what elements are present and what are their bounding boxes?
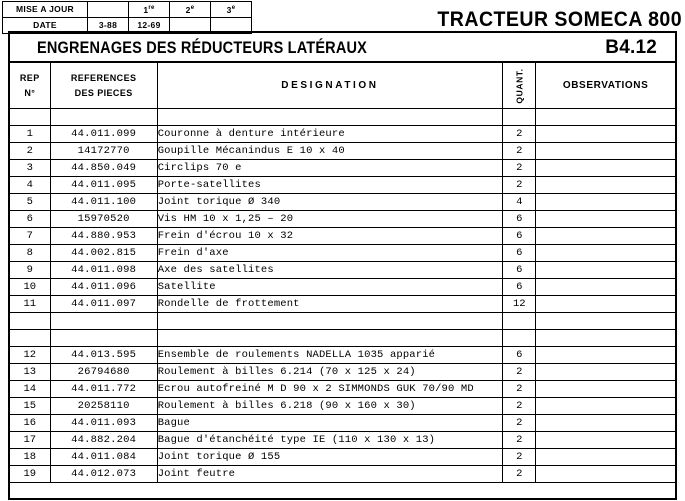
cell-rep: 3 (10, 160, 50, 177)
cell-rep: 7 (10, 228, 50, 245)
page-title: ENGRENAGES DES RÉDUCTEURS LATÉRAUX (37, 39, 368, 57)
cell-reference: 44.012.073 (50, 466, 157, 483)
cell-rep: 9 (10, 262, 50, 279)
cell-observations (536, 449, 675, 466)
cell-designation: Ecrou autofreiné M D 90 x 2 SIMMONDS GUK 70/90 MD (157, 381, 503, 398)
group-separator-row (10, 330, 675, 347)
empty-cell (503, 109, 536, 126)
cell-observations (536, 415, 675, 432)
cell-designation: Roulement à billes 6.214 (70 x 125 x 24) (157, 364, 503, 381)
revision-date-0: 3-88 (88, 18, 129, 34)
cell-rep: 14 (10, 381, 50, 398)
cell-quantity: 6 (503, 245, 536, 262)
column-header-rep (10, 63, 50, 109)
empty-cell (10, 109, 50, 126)
page-code-badge: B4.12 (605, 37, 657, 58)
empty-cell (536, 109, 675, 126)
cell-designation: Axe des satellites (157, 262, 503, 279)
table-row[interactable] (10, 364, 675, 381)
cell-observations (536, 398, 675, 415)
cell-designation: Satellite (157, 279, 503, 296)
cell-designation: Vis HM 10 x 1,25 – 20 (157, 211, 503, 228)
parts-table (10, 63, 675, 483)
cell-reference: 44.011.093 (50, 415, 157, 432)
empty-cell (50, 313, 157, 330)
cell-observations (536, 466, 675, 483)
cell-designation: Ensemble de roulements NADELLA 1035 apparié (157, 347, 503, 364)
cell-rep: 16 (10, 415, 50, 432)
cell-quantity: 2 (503, 466, 536, 483)
table-row[interactable] (10, 126, 675, 143)
cell-rep: 8 (10, 245, 50, 262)
empty-cell (503, 313, 536, 330)
cell-reference: 26794680 (50, 364, 157, 381)
cell-reference: 44.011.084 (50, 449, 157, 466)
cell-observations (536, 143, 675, 160)
cell-rep: 5 (10, 194, 50, 211)
cell-observations (536, 347, 675, 364)
table-header-row (10, 63, 675, 109)
table-row[interactable] (10, 228, 675, 245)
cell-rep: 17 (10, 432, 50, 449)
empty-cell (50, 109, 157, 126)
cell-designation: Bague (157, 415, 503, 432)
cell-observations (536, 381, 675, 398)
cell-rep: 12 (10, 347, 50, 364)
table-row[interactable] (10, 398, 675, 415)
cell-quantity: 2 (503, 160, 536, 177)
empty-cell (157, 313, 503, 330)
cell-reference: 44.011.772 (50, 381, 157, 398)
section-title-band (10, 33, 675, 63)
cell-observations (536, 279, 675, 296)
cell-reference: 44.013.595 (50, 347, 157, 364)
revision-table (2, 1, 252, 34)
empty-cell (50, 330, 157, 347)
cell-rep: 11 (10, 296, 50, 313)
cell-reference: 44.011.100 (50, 194, 157, 211)
table-row[interactable] (10, 449, 675, 466)
empty-cell (536, 330, 675, 347)
table-row[interactable] (10, 262, 675, 279)
column-header-rep-line1: REP (19, 72, 40, 83)
cell-observations (536, 194, 675, 211)
empty-cell (157, 109, 503, 126)
column-header-quantity-label: QUANT. (514, 67, 525, 104)
cell-quantity: 4 (503, 194, 536, 211)
cell-reference: 44.882.204 (50, 432, 157, 449)
cell-designation: Joint torique Ø 340 (157, 194, 503, 211)
cell-observations (536, 177, 675, 194)
cell-reference: 15970520 (50, 211, 157, 228)
cell-quantity: 2 (503, 398, 536, 415)
empty-cell (157, 330, 503, 347)
cell-quantity: 2 (503, 126, 536, 143)
empty-cell (503, 330, 536, 347)
column-header-designation: DESIGNATION (157, 63, 503, 109)
cell-observations (536, 160, 675, 177)
cell-designation: Goupille Mécanindus E 10 x 40 (157, 143, 503, 160)
table-row[interactable] (10, 160, 675, 177)
cell-reference: 44.011.095 (50, 177, 157, 194)
cell-quantity: 6 (503, 262, 536, 279)
quantity-header-wrap (503, 63, 535, 108)
column-header-rep-line2: N° (24, 87, 36, 98)
column-header-references-line1: REFERENCES (70, 72, 137, 83)
cell-rep: 15 (10, 398, 50, 415)
cell-reference: 20258110 (50, 398, 157, 415)
column-header-references (50, 63, 157, 109)
cell-rep: 10 (10, 279, 50, 296)
cell-reference: 44.002.815 (50, 245, 157, 262)
revision-date-1: 12-69 (129, 18, 170, 34)
catalog-page-frame (8, 31, 677, 500)
cell-reference: 44.011.096 (50, 279, 157, 296)
revision-label-date: DATE (3, 18, 88, 34)
cell-reference: 44.011.099 (50, 126, 157, 143)
cell-rep: 6 (10, 211, 50, 228)
table-row[interactable] (10, 296, 675, 313)
cell-quantity: 2 (503, 177, 536, 194)
cell-quantity: 2 (503, 432, 536, 449)
cell-quantity: 2 (503, 415, 536, 432)
revision-number-3: 3e (211, 2, 252, 18)
cell-rep: 1 (10, 126, 50, 143)
table-row[interactable] (10, 211, 675, 228)
cell-quantity: 6 (503, 228, 536, 245)
cell-designation: Frein d'axe (157, 245, 503, 262)
cell-designation: Joint torique Ø 155 (157, 449, 503, 466)
cell-quantity: 12 (503, 296, 536, 313)
parts-table-body (10, 109, 675, 483)
group-separator-row (10, 313, 675, 330)
cell-observations (536, 245, 675, 262)
cell-rep: 2 (10, 143, 50, 160)
table-row[interactable] (10, 432, 675, 449)
cell-rep: 13 (10, 364, 50, 381)
cell-designation: Porte-satellites (157, 177, 503, 194)
cell-designation: Bague d'étanchéité type IE (110 x 130 x 13) (157, 432, 503, 449)
cell-designation: Roulement à billes 6.218 (90 x 160 x 30) (157, 398, 503, 415)
empty-cell (10, 330, 50, 347)
cell-observations (536, 228, 675, 245)
table-row[interactable] (10, 415, 675, 432)
cell-observations (536, 296, 675, 313)
table-row[interactable] (10, 143, 675, 160)
machine-title: TRACTEUR SOMECA 800 (437, 8, 682, 31)
revision-number-0 (88, 2, 129, 18)
cell-quantity: 2 (503, 143, 536, 160)
cell-quantity: 6 (503, 211, 536, 228)
table-row[interactable] (10, 381, 675, 398)
cell-observations (536, 432, 675, 449)
cell-quantity: 2 (503, 449, 536, 466)
empty-cell (10, 313, 50, 330)
cell-designation: Circlips 70 e (157, 160, 503, 177)
cell-observations (536, 262, 675, 279)
cell-observations (536, 126, 675, 143)
revision-label-mise-a-jour: MISE A JOUR (3, 2, 88, 18)
table-row[interactable] (10, 347, 675, 364)
table-row[interactable] (10, 466, 675, 483)
cell-quantity: 6 (503, 347, 536, 364)
column-header-references-line2: DES PIECES (74, 87, 133, 98)
cell-quantity: 6 (503, 279, 536, 296)
cell-quantity: 2 (503, 364, 536, 381)
cell-designation: Frein d'écrou 10 x 32 (157, 228, 503, 245)
empty-cell (536, 313, 675, 330)
table-row[interactable] (10, 177, 675, 194)
cell-quantity: 2 (503, 381, 536, 398)
cell-rep: 4 (10, 177, 50, 194)
cell-observations (536, 364, 675, 381)
column-header-observations: OBSERVATIONS (536, 63, 675, 109)
table-row[interactable] (10, 194, 675, 211)
cell-reference: 14172770 (50, 143, 157, 160)
spacer-row (10, 109, 675, 126)
revision-row-labels (3, 2, 252, 18)
cell-reference: 44.011.098 (50, 262, 157, 279)
revision-number-2: 2e (170, 2, 211, 18)
cell-reference: 44.850.049 (50, 160, 157, 177)
revision-number-1: 1re (129, 2, 170, 18)
cell-rep: 18 (10, 449, 50, 466)
cell-designation: Rondelle de frottement (157, 296, 503, 313)
cell-designation: Couronne à denture intérieure (157, 126, 503, 143)
column-header-quantity (503, 63, 536, 109)
table-row[interactable] (10, 245, 675, 262)
cell-designation: Joint feutre (157, 466, 503, 483)
table-row[interactable] (10, 279, 675, 296)
cell-rep: 19 (10, 466, 50, 483)
cell-reference: 44.880.953 (50, 228, 157, 245)
cell-observations (536, 211, 675, 228)
cell-reference: 44.011.097 (50, 296, 157, 313)
